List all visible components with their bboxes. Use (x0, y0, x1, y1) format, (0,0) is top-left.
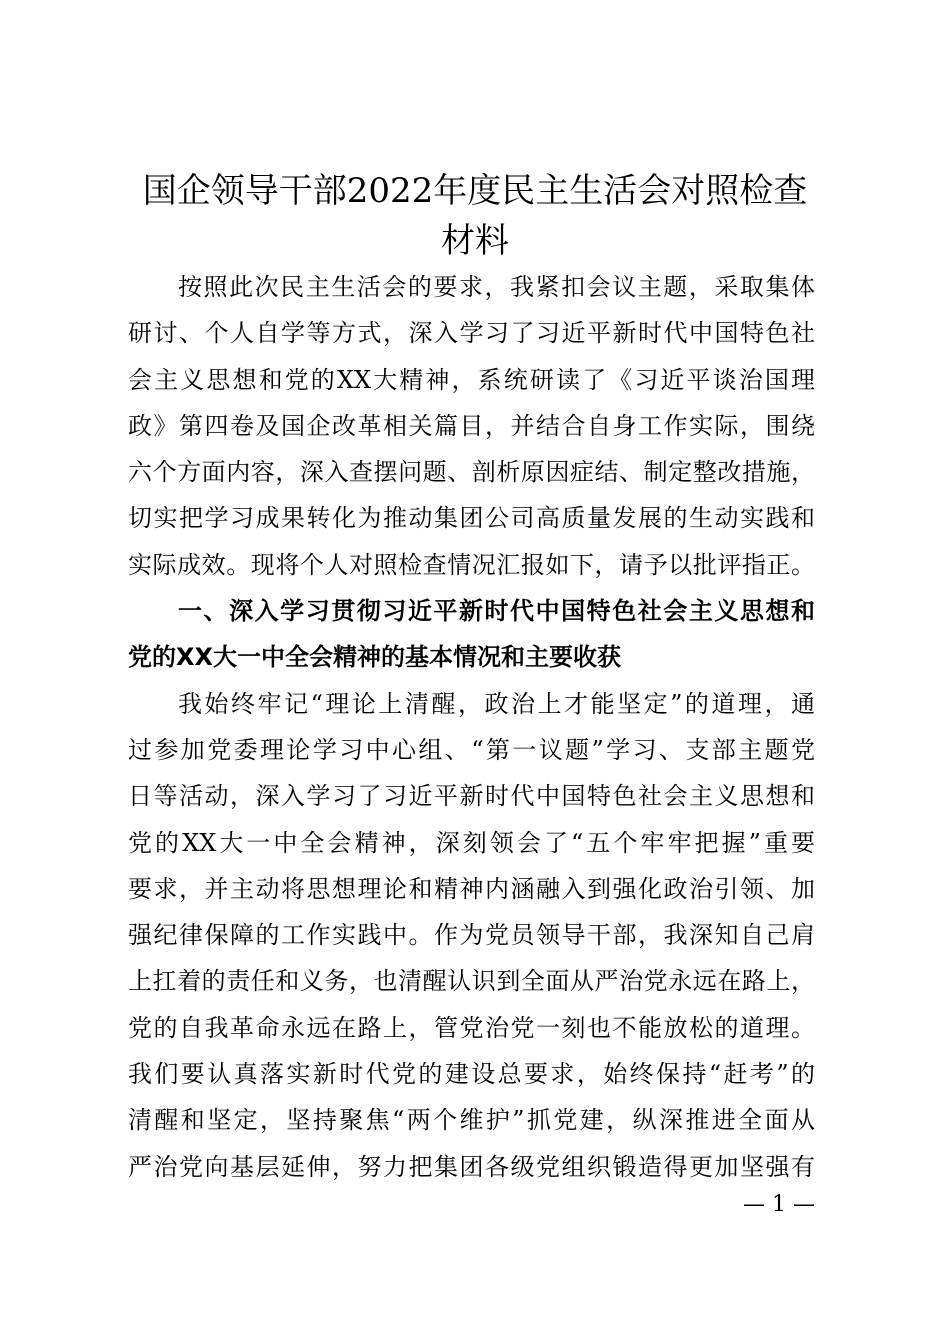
paragraph-line: 我们要认真落实新时代党的建设总要求，始终保持“赶考”的 (128, 1060, 815, 1089)
heading-line: 党的XX大一中全会精神的基本情况和主要收获 (128, 643, 622, 672)
paragraph-line: 按照此次民主生活会的要求，我紧扣会议主题，采取集体 (178, 273, 815, 301)
paragraph-line: 党的XX大一中全会精神，深刻领会了“五个牢牢把握”重要 (128, 828, 815, 857)
paragraph-line: 我始终牢记“理论上清醒，政治上才能坚定”的道理，通 (178, 689, 815, 718)
paragraph-line: 清醒和坚定，坚持聚焦“两个维护”抓党建，纵深推进全面从 (128, 1106, 815, 1135)
paragraph-line: 切实把学习成果转化为推动集团公司高质量发展的生动实践和 (128, 504, 815, 533)
paragraph-line: 政》第四卷及国企改革相关篇目，并结合自身工作实际，围绕 (128, 411, 815, 440)
paragraph-line: 强纪律保障的工作实践中。作为党员领导干部，我深知自己肩 (128, 921, 815, 950)
intro-paragraph (128, 264, 815, 588)
title-line: 材料 (441, 221, 509, 261)
document-body (128, 264, 815, 1190)
paragraph-line: 要求，并主动将思想理论和精神内涵融入到强化政治引领、加 (128, 874, 815, 903)
page-number: — 1 — (743, 1192, 815, 1217)
paragraph-line: 党的自我革命永远在路上，管党治党一刻也不能放松的道理。 (128, 1013, 815, 1042)
paragraph-line: 会主义思想和党的XX大精神，系统研读了《习近平谈治国理 (128, 365, 815, 394)
paragraph-line: 六个方面内容，深入查摆问题、剖析原因症结、制定整改措施， (128, 458, 815, 487)
section-paragraph (128, 681, 815, 1190)
paragraph-line: 研讨、个人自学等方式，深入学习了习近平新时代中国特色社 (128, 319, 815, 348)
paragraph-line: 过参加党委理论学习中心组、“第一议题”学习、支部主题党 (128, 735, 815, 764)
paragraph-line: 实际成效。现将个人对照检查情况汇报如下，请予以批评指正。 (128, 550, 815, 579)
title-line: 国企领导干部2022年度民主生活会对照检查 (142, 171, 808, 211)
heading-line: 一、深入学习贯彻习近平新时代中国特色社会主义思想和 (178, 597, 815, 626)
document-title (100, 166, 850, 266)
paragraph-line: 上扛着的责任和义务，也清醒认识到全面从严治党永远在路上， (128, 967, 815, 996)
section-heading (128, 588, 815, 681)
paragraph-line: 日等活动，深入学习了习近平新时代中国特色社会主义思想和 (128, 782, 815, 811)
paragraph-line: 严治党向基层延伸，努力把集团各级党组织锻造得更加坚强有 (128, 1152, 815, 1181)
